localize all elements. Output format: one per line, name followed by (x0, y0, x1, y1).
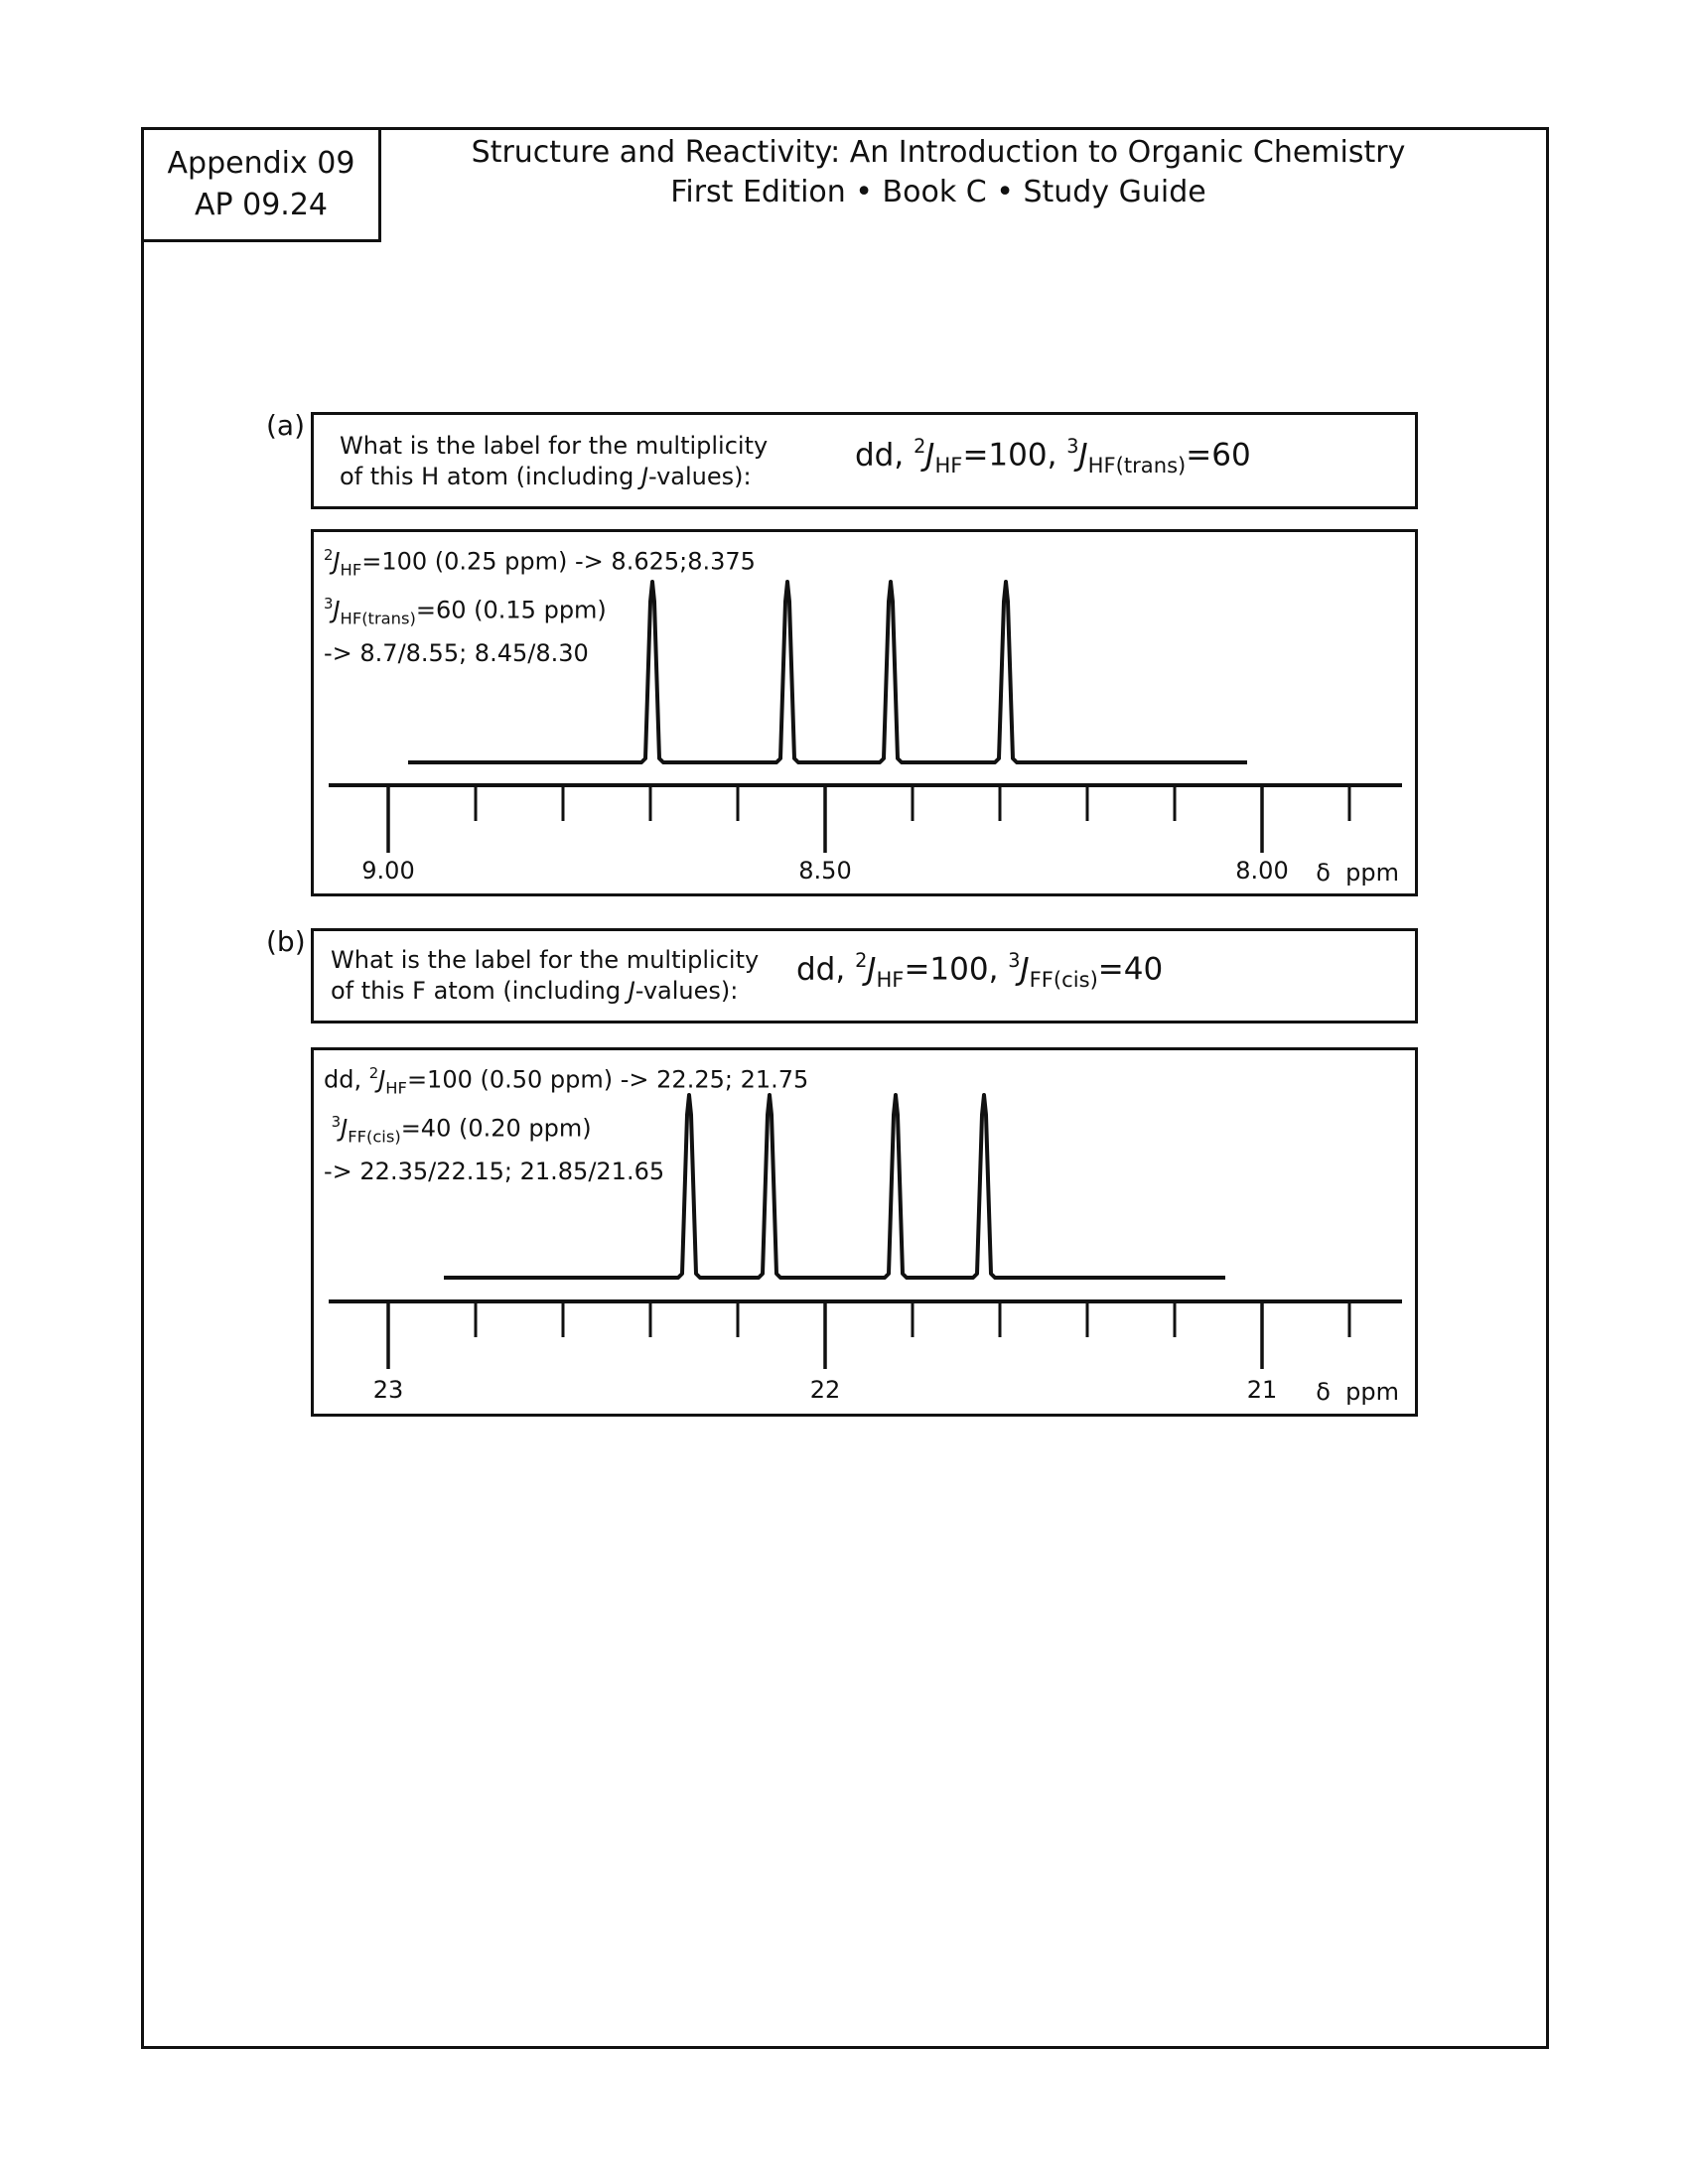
part-a-axis-label-left: 9.00 (361, 857, 415, 885)
part-b-answer-c1-j: J (867, 951, 877, 988)
part-a-note-2-sup: 3 (324, 595, 334, 614)
part-b-note-2-j: J (341, 1115, 349, 1144)
part-b-note-1-sub: HF (385, 1078, 407, 1098)
part-a-question-line2 (340, 462, 768, 492)
page-header (417, 133, 1460, 212)
part-b-spectrum-box (311, 1047, 1418, 1417)
part-a-question-j: J (640, 463, 649, 490)
part-b-note-2-sub: FF(cis) (348, 1127, 401, 1147)
part-a-answer-c1-sup: 2 (914, 435, 926, 458)
part-a-axis-label-right: 8.00 (1235, 857, 1289, 885)
part-a-question-line1: What is the label for the multiplicity (340, 432, 769, 460)
part-b-question (331, 945, 759, 1007)
part-b-answer-c1-sup: 2 (855, 949, 868, 972)
part-b-axis-label-mid: 22 (809, 1376, 841, 1404)
part-a-answer-c1-j: J (925, 437, 935, 474)
part-b-answer-c2-sup: 3 (1008, 949, 1021, 972)
part-a-question-box (311, 412, 1418, 509)
part-b-note-1-sup: 2 (368, 1064, 379, 1082)
book-subtitle: First Edition • Book C • Study Guide (670, 175, 1206, 209)
part-a-note-1 (324, 538, 756, 587)
part-b-answer-c2-value: =40 (1097, 951, 1164, 988)
part-a-axis-unit: δ ppm (1316, 859, 1399, 887)
part-b-axis-label-left: 23 (372, 1376, 404, 1404)
part-b-note-2-text: =40 (0.20 ppm) (400, 1115, 592, 1144)
part-b-axis-label-right: 21 (1246, 1376, 1278, 1404)
part-a-note-2-j: J (333, 597, 341, 625)
appendix-label: Appendix 09 (167, 146, 355, 181)
part-a-note-1-sup: 2 (324, 546, 334, 564)
part-b-letter: (b) (266, 925, 306, 958)
part-b-answer-c1-value: =100, (904, 951, 1009, 988)
appendix-box (141, 127, 381, 242)
part-b-note-2-sup: 3 (331, 1113, 342, 1132)
part-b-note-3: -> 22.35/22.15; 21.85/21.65 (324, 1157, 665, 1185)
appendix-code: AP 09.24 (194, 188, 329, 222)
part-b-answer-c2-sub: FF(cis) (1029, 966, 1098, 992)
part-b-note-1 (324, 1056, 808, 1105)
part-b-question-box (311, 928, 1418, 1024)
part-a-note-2-sub: HF(trans) (340, 609, 416, 628)
part-b-question-line2-start: of this F atom (including (331, 977, 629, 1005)
part-b-note-1-text: =100 (0.50 ppm) -> 22.25; 21.75 (406, 1065, 809, 1094)
part-a-notes (324, 538, 756, 671)
part-a-axis-label-mid: 8.50 (798, 857, 852, 885)
part-b-note-1-prefix: dd, (324, 1065, 369, 1094)
part-b-note-2 (324, 1105, 808, 1154)
part-b-answer-c1-sub: HF (876, 966, 905, 992)
part-b-question-j: J (628, 977, 635, 1005)
part-b-note-1-j: J (378, 1065, 386, 1094)
part-a-note-1-text: =100 (0.25 ppm) -> 8.625;8.375 (361, 547, 756, 576)
book-title: Structure and Reactivity: An Introduction to Organic Chemistry (471, 135, 1406, 170)
part-a-answer-c2-sub: HF(trans) (1087, 452, 1187, 478)
part-a-note-2 (324, 587, 756, 635)
part-a-question-line2-start: of this H atom (including (340, 463, 641, 490)
part-a-answer-c2-sup: 3 (1066, 435, 1079, 458)
part-b-answer (796, 949, 1163, 992)
part-a-note-3: -> 8.7/8.55; 8.45/8.30 (324, 638, 589, 667)
part-a-note-2-text: =60 (0.15 ppm) (415, 597, 607, 625)
part-b-question-line2 (331, 976, 759, 1007)
part-a-answer-c2-value: =60 (1186, 437, 1251, 474)
part-b-axis-unit: δ ppm (1316, 1378, 1399, 1406)
part-a-question-line2-end: -values): (648, 463, 752, 490)
part-a-spectrum-box (311, 529, 1418, 896)
part-a-question (340, 431, 768, 492)
part-a-answer (855, 435, 1251, 478)
part-b-notes (324, 1056, 808, 1189)
part-a-answer-prefix: dd, (855, 437, 914, 474)
part-b-answer-prefix: dd, (796, 951, 856, 988)
part-a-answer-c1-sub: HF (934, 452, 963, 478)
part-b-question-line2-end: -values): (634, 977, 739, 1005)
part-a-letter: (a) (266, 409, 306, 442)
part-b-question-line1: What is the label for the multiplicity (331, 946, 760, 974)
part-a-note-1-j: J (333, 547, 341, 576)
part-b-answer-c2-j: J (1020, 951, 1030, 988)
part-a-answer-c2-j: J (1078, 437, 1088, 474)
part-a-note-1-sub: HF (340, 560, 362, 580)
part-a-answer-c1-value: =100, (962, 437, 1067, 474)
